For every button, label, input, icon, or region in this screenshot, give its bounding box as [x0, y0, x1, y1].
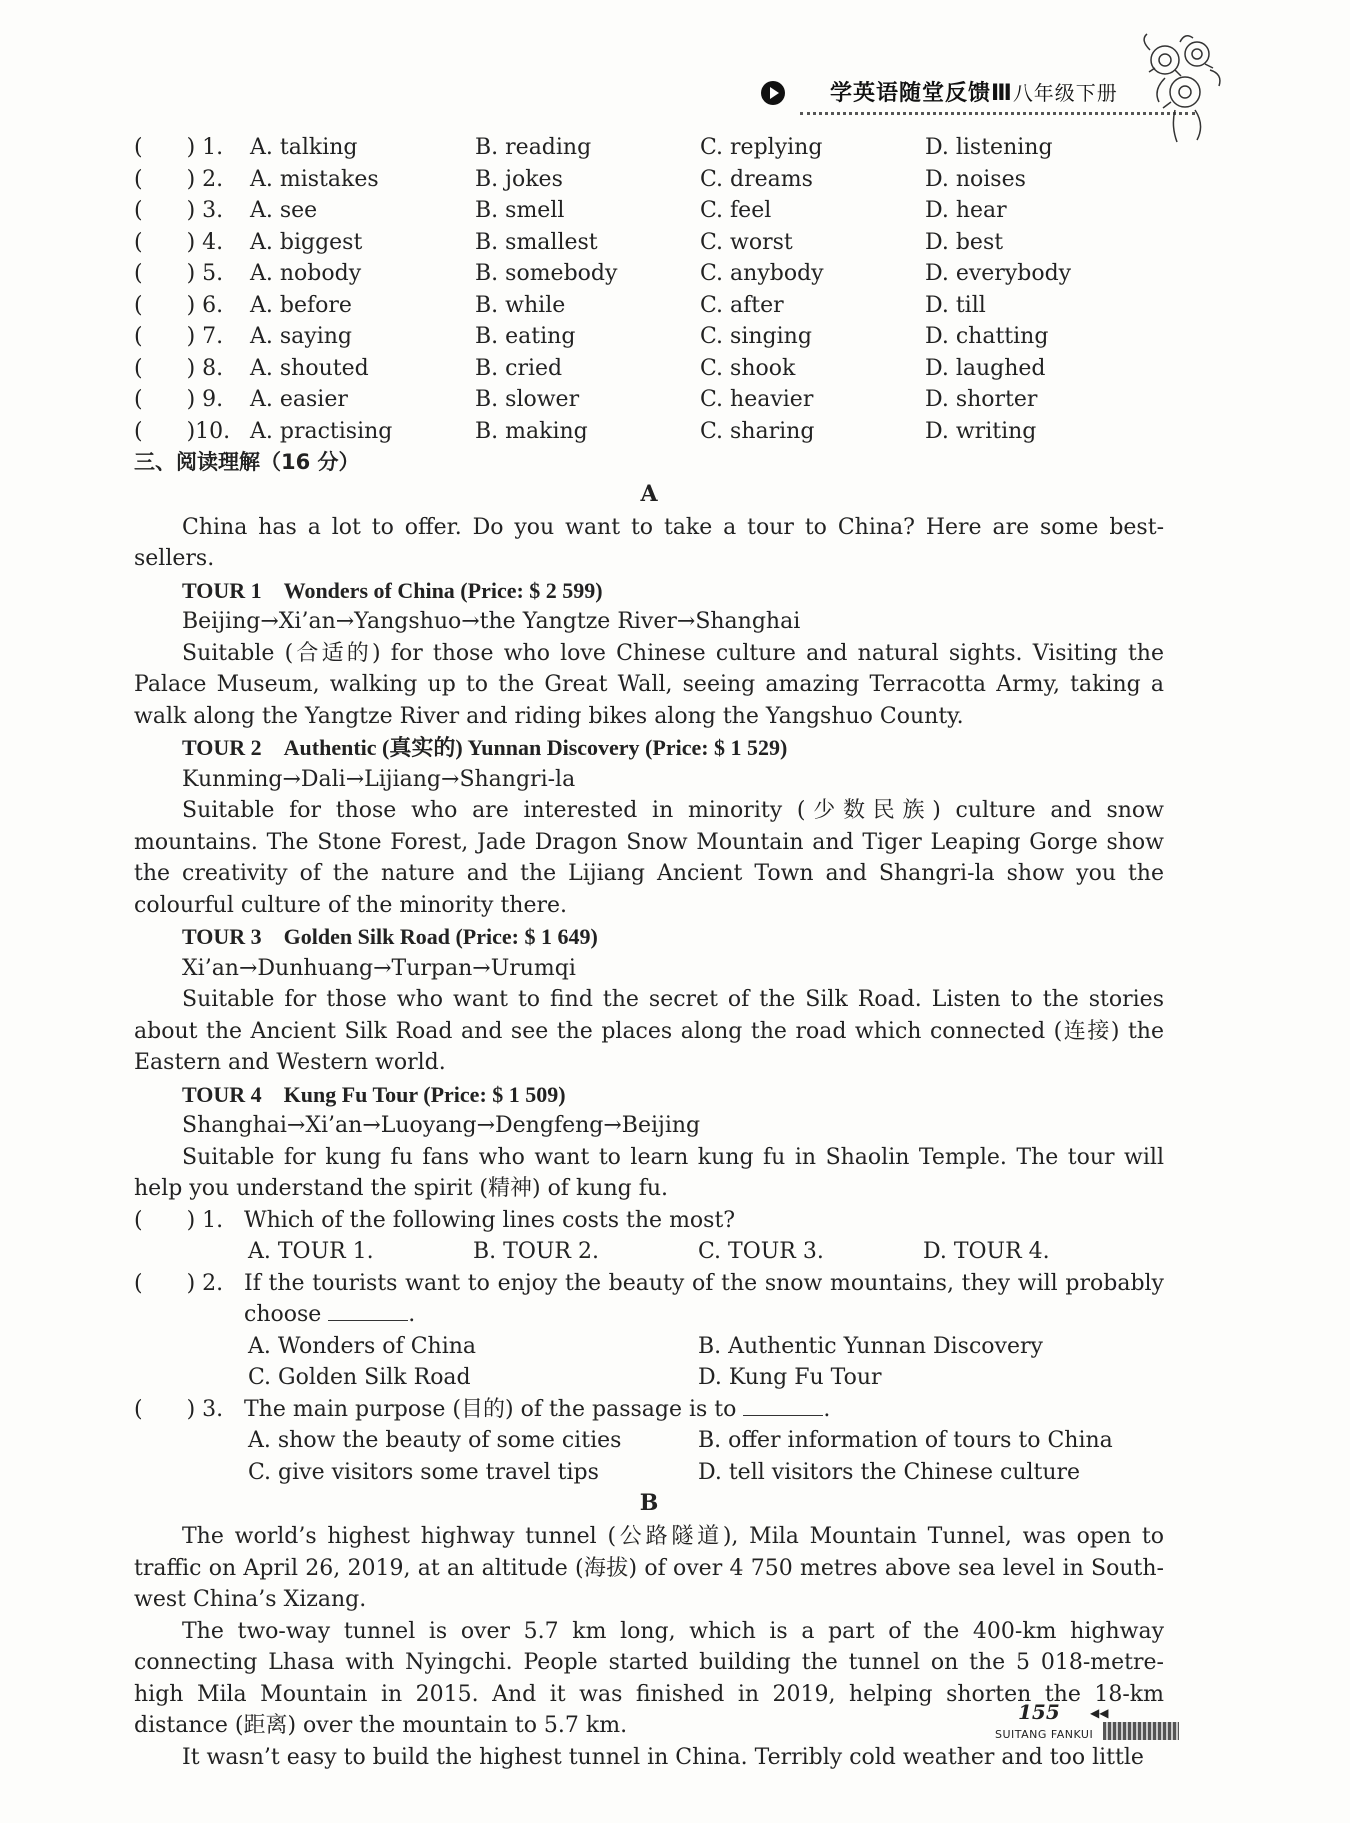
- option-c: C. TOUR 3.: [698, 1239, 824, 1264]
- tour-title: TOUR 2 Authentic (真实的) Yunnan Discovery (Price: $ 1 529): [182, 735, 788, 760]
- option-c: C. anybody: [700, 261, 824, 286]
- header-title: [830, 76, 1118, 107]
- option-a: A. easier: [250, 387, 348, 412]
- option-c: C. after: [700, 292, 784, 318]
- cloze-option-row: [134, 258, 1164, 290]
- tour-route: Kunming→Dali→Lijiang→Shangri-la: [182, 766, 576, 792]
- option-d: D. laughed: [925, 355, 1046, 381]
- option-d: D. everybody: [925, 261, 1072, 286]
- option-b: B. eating: [475, 324, 576, 349]
- question-number: ( ) 9.: [134, 387, 224, 412]
- tour-route: Xi’an→Dunhuang→Turpan→Urumqi: [182, 955, 576, 981]
- option-b: B. jokes: [475, 166, 563, 192]
- option-b: B. slower: [475, 387, 580, 412]
- question-number: ( ) 4.: [134, 229, 224, 255]
- option-c: C. replying: [700, 135, 823, 160]
- question-stem: [134, 1268, 1164, 1331]
- option-d: D. listening: [925, 135, 1053, 160]
- page-number: 155: [1018, 1700, 1060, 1724]
- option-c: C. sharing: [700, 418, 815, 444]
- passage-b-paragraph: The two-way tunnel is over 5.7 km long, which is a part of the 400-km highway connecting Lhasa with Nyingchi. People started building the tunnel on the 5 018-metre-high Mila Mountain in 2015. And it was finished in 2019, helping shorten the 18-km distance (距离) over the mountain to 5.7 km.: [134, 1618, 1164, 1738]
- option-c: C. shook: [700, 355, 796, 381]
- question-2: [134, 1268, 1164, 1394]
- question-number: ( ) 8.: [134, 355, 224, 381]
- tour-description: Suitable for those who want to find the secret of the Silk Road. Listen to the stories about the Ancient Silk Road and see the places along the road which connected (连接) the Eastern and Western world.: [134, 987, 1164, 1075]
- question-text: Which of the following lines costs the most?: [244, 1207, 736, 1233]
- option-c: C. dreams: [700, 166, 813, 192]
- tour-3: [134, 921, 1164, 1079]
- tour-description: Suitable for those who are interested in minority (少数民族) culture and snow mountains. The Stone Forest, Jade Dragon Snow Mountain and Tiger Leaping Gorge show the creativity of the nature and the Lijiang Ancient Town and Shangri-la show you the colourful culture of the minority there.: [134, 798, 1164, 918]
- option-b: B. smell: [475, 198, 565, 223]
- page-content: [134, 132, 1164, 1773]
- tour-title: TOUR 3 Golden Silk Road (Price: $ 1 649): [182, 924, 598, 949]
- grade-label: 八年级下册: [1012, 81, 1118, 105]
- option-d: D. writing: [925, 418, 1037, 444]
- option-d: D. shorter: [925, 387, 1038, 412]
- option-a: A. shouted: [250, 355, 369, 381]
- option-a: A. nobody: [250, 261, 362, 286]
- passage-a-intro: China has a lot to offer. Do you want to take a tour to China? Here are some best-sellers.: [134, 514, 1164, 571]
- option-c: C. Golden Silk Road: [248, 1365, 471, 1390]
- option-b: B. cried: [475, 355, 563, 381]
- book-title: 学英语随堂反馈Ⅲ: [830, 81, 1013, 106]
- option-d: D. tell visitors the Chinese culture: [698, 1459, 1081, 1485]
- passage-b-paragraph: The world’s highest highway tunnel (公路隧道), Mila Mountain Tunnel, was open to traffic on April 26, 2019, at an altitude (海拔) of over 4 750 metres above sea level in South-west China’s Xizang.: [134, 1524, 1164, 1612]
- option-a: A. saying: [250, 324, 352, 349]
- question-stem: [134, 1394, 1164, 1426]
- tour-2: [134, 732, 1164, 921]
- option-b: B. somebody: [475, 261, 618, 286]
- option-row: [134, 1425, 1164, 1457]
- option-c: C. feel: [700, 198, 772, 223]
- option-d: D. noises: [925, 166, 1026, 192]
- cloze-option-row: [134, 132, 1164, 164]
- option-d: D. till: [925, 292, 986, 318]
- option-a: A. Wonders of China: [248, 1333, 477, 1359]
- option-c: C. heavier: [700, 387, 814, 412]
- answer-bracket[interactable]: ( ) 2.: [134, 1270, 224, 1296]
- passage-b-paragraph: It wasn’t easy to build the highest tunnel in China. Terribly cold weather and too little: [182, 1744, 1144, 1770]
- option-a: A. see: [250, 198, 318, 223]
- tour-description: Suitable for kung fu fans who want to learn kung fu in Shaolin Temple. The tour will help you understand the spirit (精神) of kung fu.: [134, 1144, 1164, 1201]
- answer-bracket[interactable]: ( ) 1.: [134, 1207, 224, 1233]
- option-row: [134, 1331, 1164, 1363]
- cloze-option-row: [134, 353, 1164, 385]
- option-b: B. while: [475, 292, 566, 318]
- option-a: A. biggest: [250, 229, 363, 255]
- question-stem: [134, 1205, 1164, 1237]
- cloze-option-row: [134, 416, 1164, 448]
- cloze-option-row: [134, 321, 1164, 353]
- cloze-option-row: [134, 227, 1164, 259]
- question-text-content: If the tourists want to enjoy the beauty of the snow mountains, they will probably choose: [244, 1270, 1164, 1327]
- cloze-option-row: [134, 384, 1164, 416]
- cloze-option-row: [134, 195, 1164, 227]
- option-d: D. best: [925, 229, 1004, 255]
- cloze-options-list: [134, 132, 1164, 447]
- option-a: A. show the beauty of some cities: [248, 1428, 622, 1453]
- option-c: C. worst: [700, 229, 793, 255]
- play-icon: [760, 80, 786, 106]
- question-1: [134, 1205, 1164, 1268]
- option-b: B. reading: [475, 135, 592, 160]
- cloze-option-row: [134, 164, 1164, 196]
- tour-route: Shanghai→Xi’an→Luoyang→Dengfeng→Beijing: [182, 1113, 701, 1138]
- option-c: C. singing: [700, 324, 812, 349]
- tour-title: TOUR 4 Kung Fu Tour (Price: $ 1 509): [182, 1081, 566, 1107]
- option-c: C. give visitors some travel tips: [248, 1459, 599, 1485]
- option-d: D. hear: [925, 198, 1007, 223]
- question-text: If the tourists want to enjoy the beauty of the snow mountains, they will probably choose .: [244, 1270, 1164, 1327]
- section-heading: 三、阅读理解（16 分）: [134, 450, 360, 474]
- option-b: B. TOUR 2.: [473, 1239, 599, 1264]
- question-text-content: The main purpose (目的) of the passage is to: [244, 1396, 737, 1422]
- tour-route: Beijing→Xi’an→Yangshuo→the Yangtze River→Shanghai: [182, 609, 801, 634]
- option-a: A. practising: [250, 418, 393, 444]
- option-a: A. TOUR 1.: [248, 1239, 374, 1264]
- option-b: B. making: [475, 418, 588, 444]
- answer-blank[interactable]: [743, 1397, 823, 1416]
- option-a: A. before: [250, 292, 352, 318]
- passage-a-label: A: [640, 480, 658, 507]
- option-b: B. smallest: [475, 229, 598, 255]
- question-3: [134, 1394, 1164, 1489]
- option-a: A. mistakes: [250, 166, 379, 192]
- cloze-option-row: [134, 290, 1164, 322]
- question-number: ( ) 5.: [134, 261, 224, 286]
- answer-bracket[interactable]: ( ) 3.: [134, 1396, 224, 1422]
- option-row: [134, 1362, 1164, 1394]
- option-d: D. TOUR 4.: [923, 1239, 1050, 1264]
- option-d: D. Kung Fu Tour: [698, 1365, 882, 1390]
- question-number: ( ) 1.: [134, 135, 224, 160]
- tour-description: Suitable (合适的) for those who love Chinese culture and natural sights. Visiting the Palace Museum, walking up to the Great Wall, seeing amazing Terracotta Army, taking a walk along the Yangtze River and riding bikes along the Yangshuo County.: [134, 640, 1164, 729]
- question-text: The main purpose (目的) of the passage is to .: [244, 1396, 831, 1422]
- question-number: ( ) 6.: [134, 292, 224, 318]
- question-number: ( ) 2.: [134, 166, 224, 192]
- question-number: ( ) 7.: [134, 324, 224, 349]
- arrow-left-icon: ◀◀: [1090, 1706, 1109, 1720]
- question-number: ( )10.: [134, 418, 231, 444]
- option-b: B. Authentic Yunnan Discovery: [698, 1333, 1043, 1359]
- tour-4: [134, 1079, 1164, 1205]
- option-row: [134, 1457, 1164, 1489]
- option-a: A. talking: [250, 135, 358, 160]
- passage-b-label: B: [639, 1490, 659, 1516]
- option-row: [134, 1236, 1164, 1268]
- option-b: B. offer information of tours to China: [698, 1428, 1113, 1453]
- tour-1: [134, 575, 1164, 733]
- tour-title: TOUR 1 Wonders of China (Price: $ 2 599): [182, 577, 603, 603]
- option-d: D. chatting: [925, 324, 1049, 349]
- answer-blank[interactable]: [328, 1302, 408, 1321]
- question-number: ( ) 3.: [134, 198, 224, 223]
- brand-logo-icon: [1103, 1722, 1179, 1740]
- footer-brand: SUITANG FANKUI: [995, 1728, 1094, 1741]
